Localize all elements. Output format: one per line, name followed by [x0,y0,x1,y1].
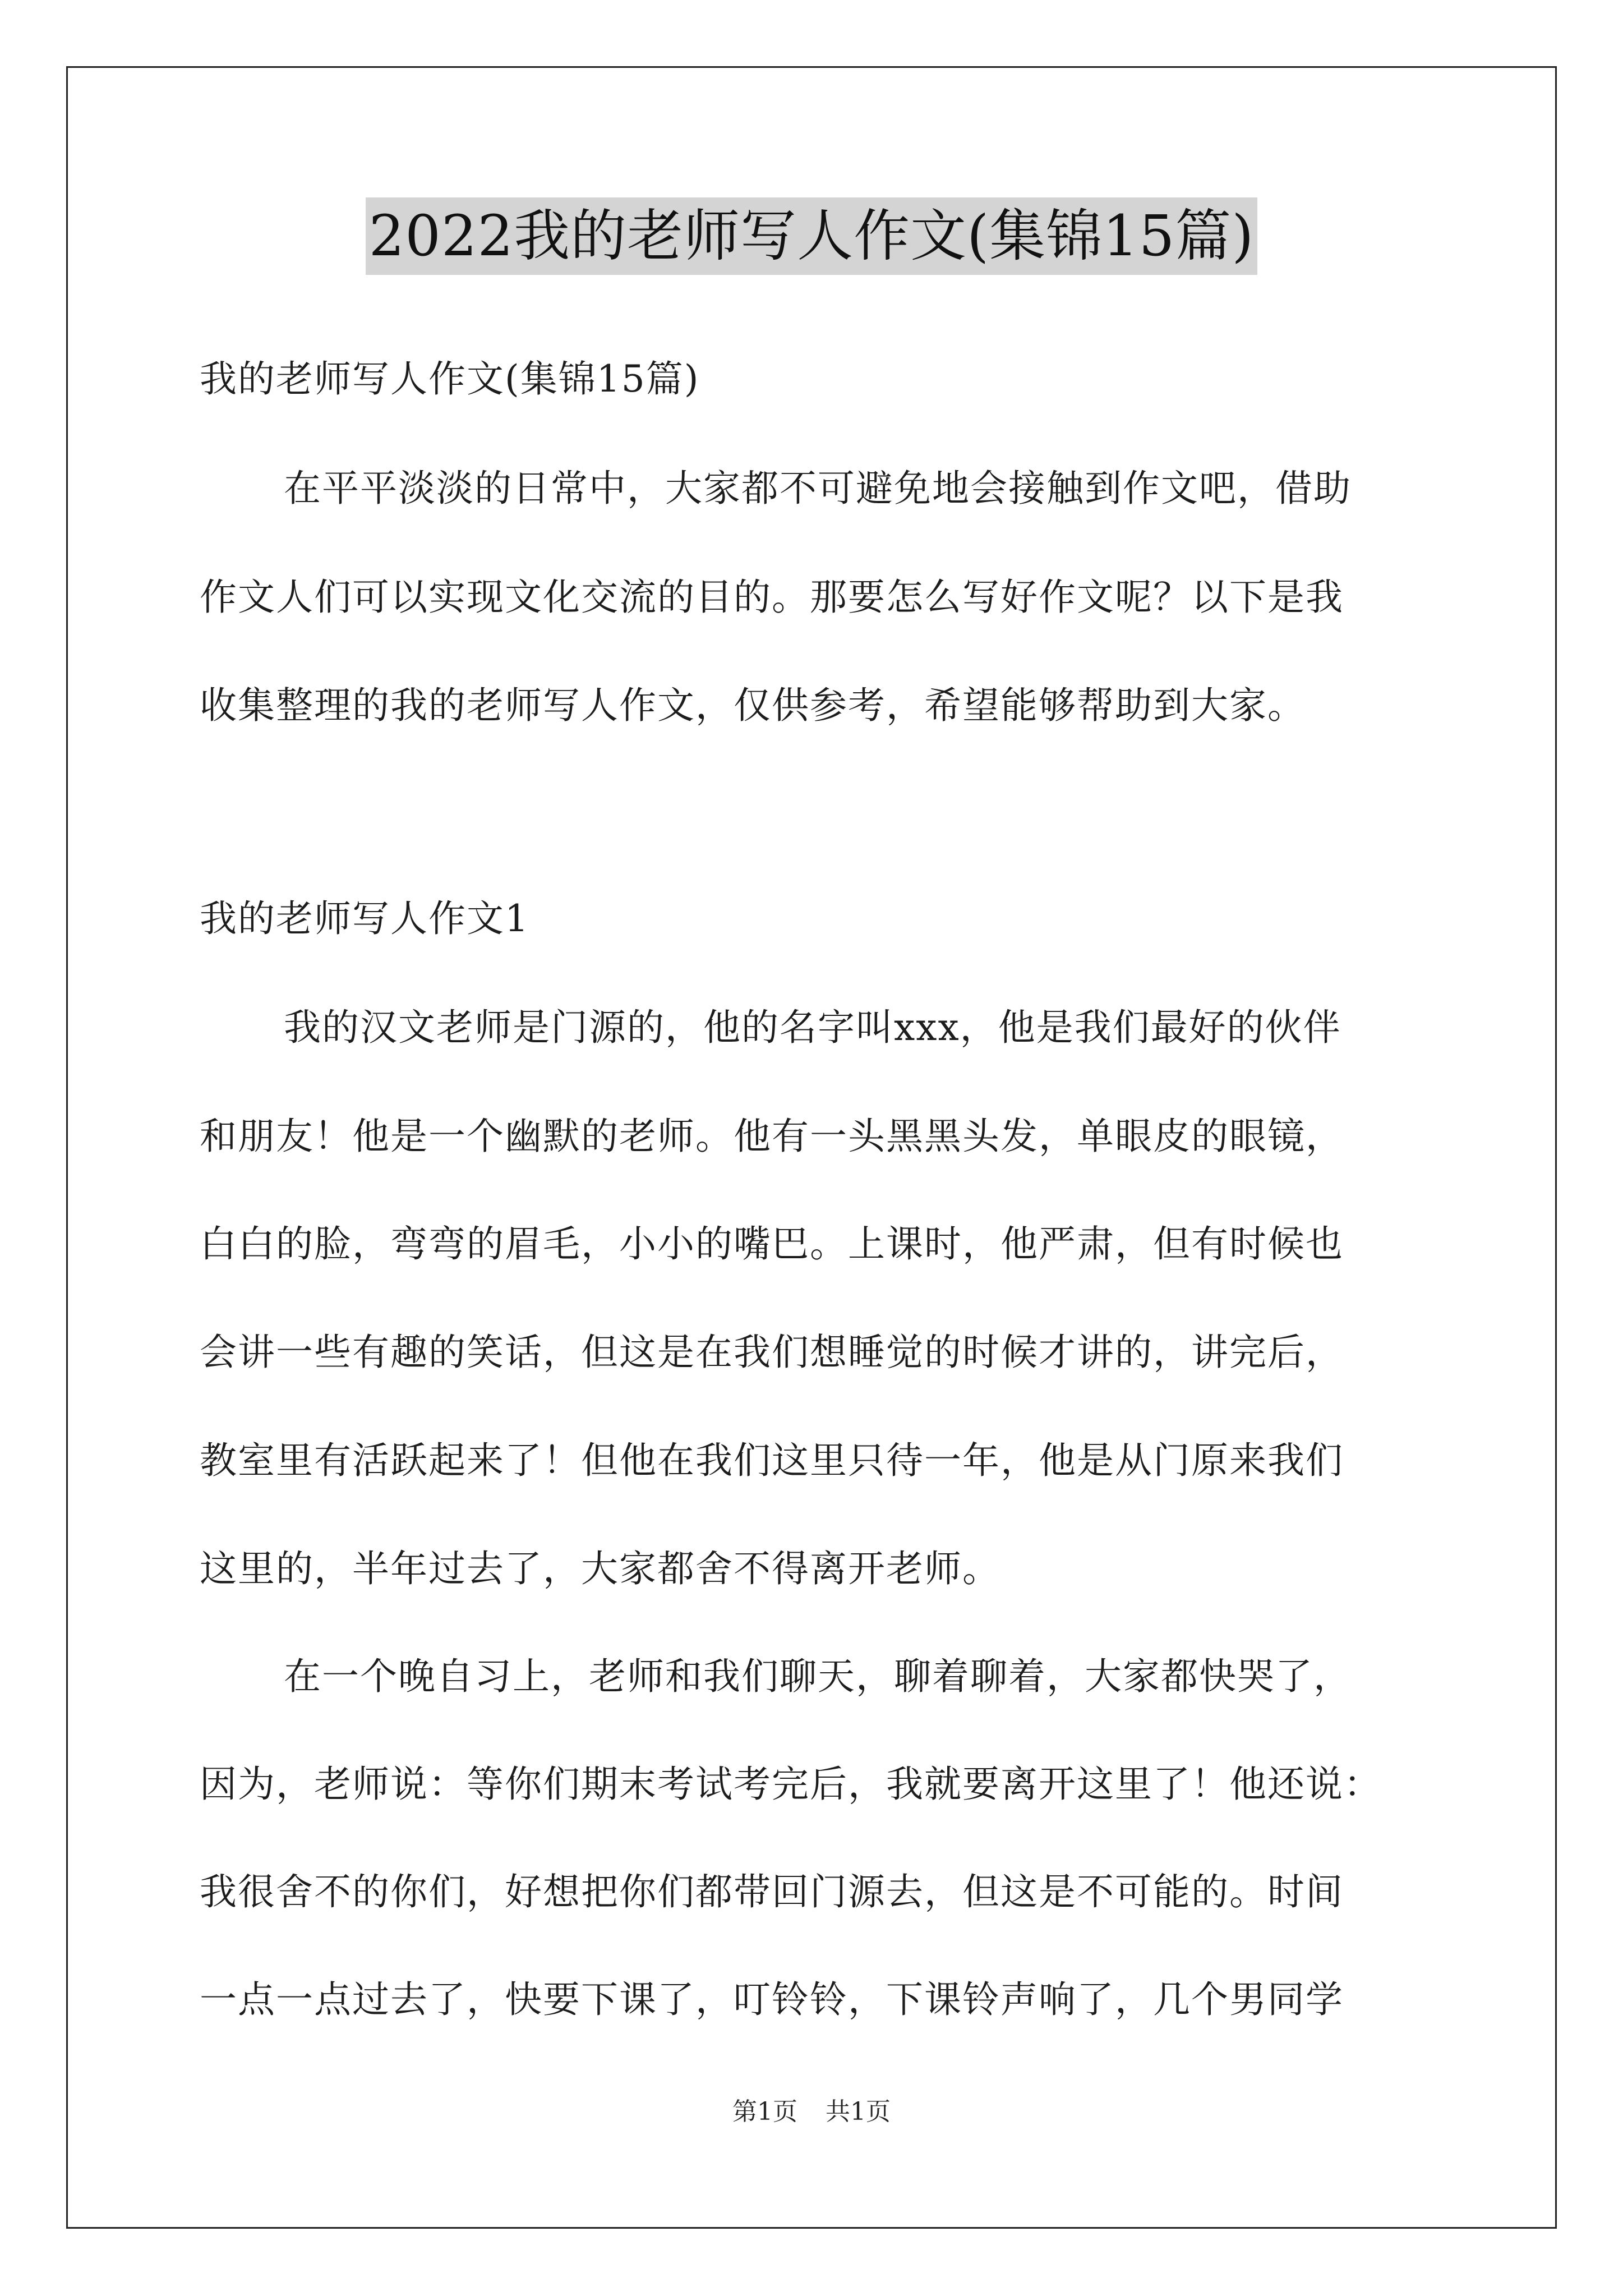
document-title: 2022我的老师写人作文(集锦15篇) [366,197,1258,275]
section-heading: 我的老师写人作文1 [200,897,529,940]
paragraph-line: 在一个晚自习上，老师和我们聊天，聊着聊着，大家都快哭了， [284,1655,1352,1698]
document-subtitle: 我的老师写人作文(集锦15篇) [200,357,700,401]
title-block [0,197,1623,275]
intro-line: 收集整理的我的老师写人作文，仅供参考，希望能够帮助到大家。 [200,684,1306,727]
paragraph-line: 白白的脸，弯弯的眉毛，小小的嘴巴。上课时，他严肃，但有时候也 [200,1222,1344,1266]
paragraph-line: 我的汉文老师是门源的，他的名字叫xxx，他是我们最好的伙伴 [284,1006,1341,1049]
paragraph-line: 我很舍不的你们，好想把你们都带回门源去，但这是不可能的。时间 [200,1870,1344,1913]
page-number: 第1页 [732,2097,797,2126]
paragraph-line: 这里的，半年过去了，大家都舍不得离开老师。 [200,1547,1000,1590]
paragraph-line: 教室里有活跃起来了！但他在我们这里只待一年，他是从门原来我们 [200,1439,1344,1482]
page-total: 共1页 [826,2097,891,2126]
intro-line: 作文人们可以实现文化交流的目的。那要怎么写好作文呢？以下是我 [200,576,1344,619]
paragraph-line: 和朋友！他是一个幽默的老师。他有一头黑黑头发，单眼皮的眼镜， [200,1115,1344,1158]
paragraph-line: 因为，老师说：等你们期末考试考完后，我就要离开这里了！他还说： [200,1763,1382,1806]
page-footer [0,2095,1623,2129]
intro-line: 在平平淡淡的日常中，大家都不可避免地会接触到作文吧，借助 [284,467,1352,510]
paragraph-line: 会讲一些有趣的笑话，但这是在我们想睡觉的时候才讲的，讲完后， [200,1331,1344,1374]
paragraph-line: 一点一点过去了，快要下课了，叮铃铃，下课铃声响了，几个男同学 [200,1978,1344,2021]
